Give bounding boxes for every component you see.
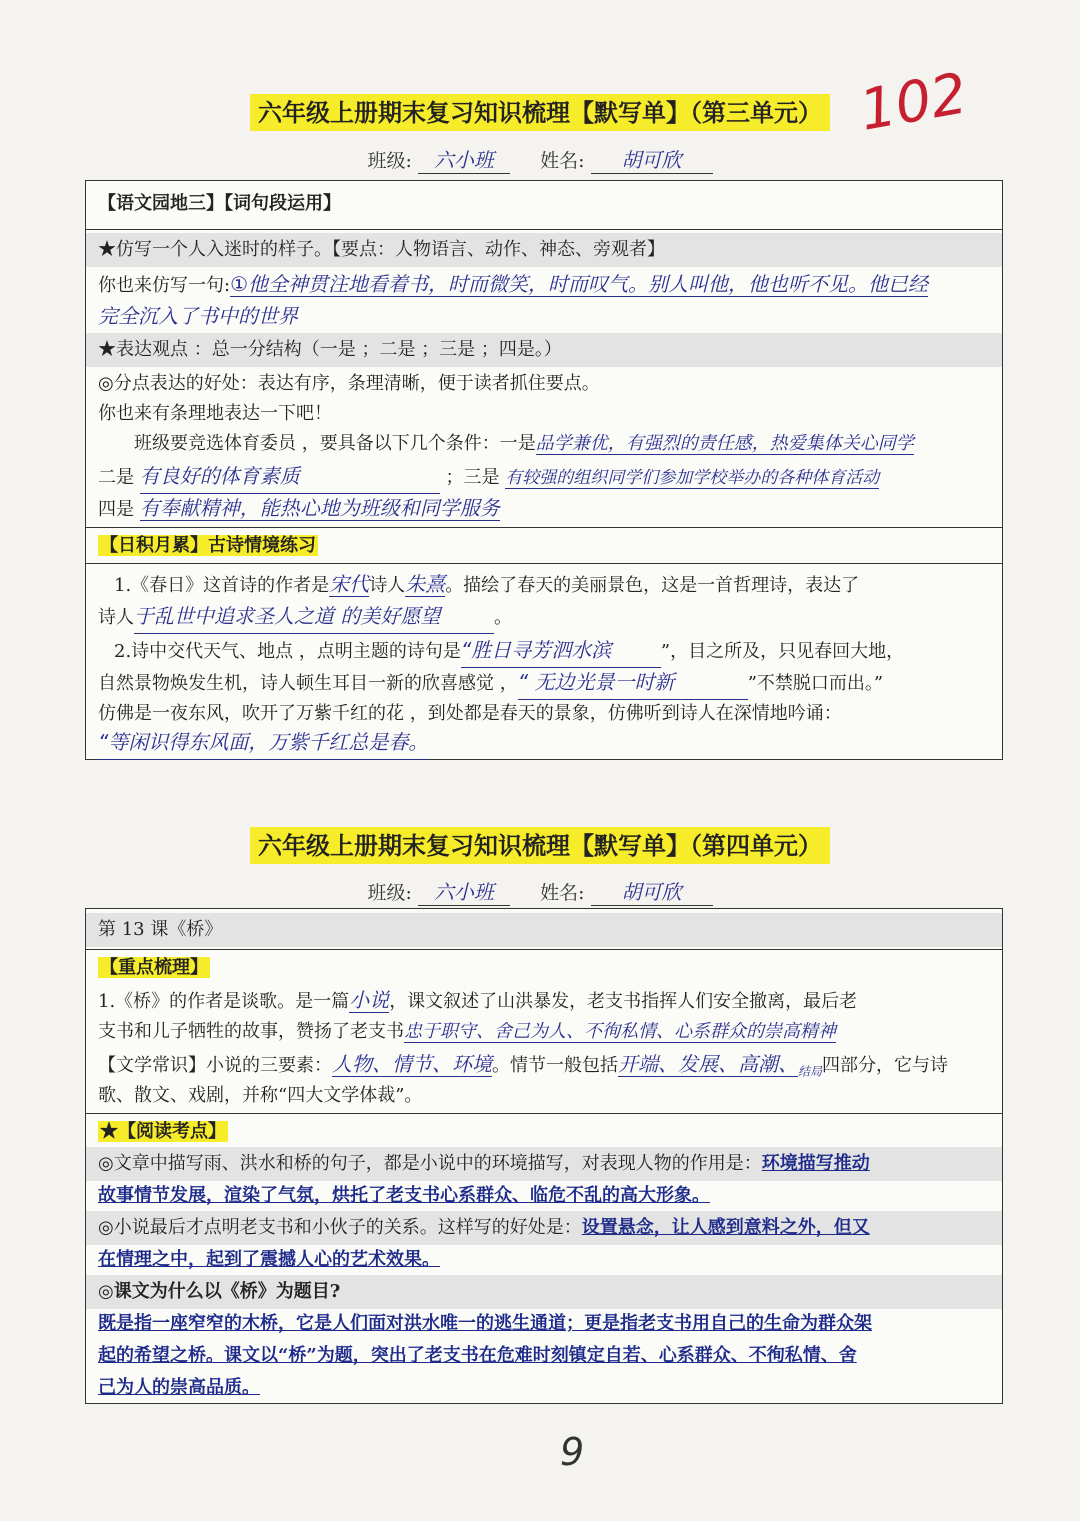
- q1-line2: [86, 299, 1002, 335]
- q2-line3: 四是 有奉献精神，能热心地为班级和同学服务: [98, 496, 500, 520]
- q2-benefit: ◎分点表达的好处：表达有序，条理清晰，便于读者抓住要点。: [98, 373, 600, 394]
- poem-q2-line2: 自然景物焕发生机，诗人顿生耳目一新的欣喜感觉 ，“ 无边光景一时新 ”不禁脱口而出。”: [86, 665, 1002, 701]
- q1-line: 你也来仿写一句:①他全神贯注地看着书，时而微笑，时而叹气。别人叫他，他也听不见。他已经: [98, 272, 929, 296]
- lesson-title: 第 13 课《桥》: [86, 913, 1002, 947]
- key-line3: 【文学常识】小说的三要素：人物、情节、环境。情节一般包括开端、发展、高潮、$_{结局}$四部分，它与诗: [98, 1052, 949, 1079]
- section-title: 【语文园地三】【词句段运用】: [98, 193, 341, 214]
- q2-prompt: ★表达观点 ：总一分结构（一是 ；二是 ；三是 ；四是。）: [86, 333, 1002, 367]
- poem-q2-answer: “等闲识得东风面，万紫千红总是春。: [86, 725, 1002, 761]
- page-number: 9: [560, 1430, 585, 1474]
- unit4-box: [85, 908, 1003, 1404]
- reading-q1-line2: 故事情节发展，渲染了气氛，烘托了老支书心系群众、临危不乱的高大形象。: [98, 1185, 710, 1206]
- q2-line2: 二是 有良好的体育素质 ；三是 有较强的组织同学们参加学校举办的各种体育活动: [86, 459, 1002, 495]
- key-line4: 歌、散文、戏剧，并称“四大文学体裁”。: [98, 1085, 423, 1106]
- reading-q3-ans1: 既是指一座窄窄的木桥，它是人们面对洪水唯一的逃生通道；更是指老支书用自己的生命为群众架: [98, 1313, 872, 1334]
- key-line1: 1.《桥》的作者是谈歌。是一篇小说，课文叙述了山洪暴发，老支书指挥人们安全撤离，最后老: [98, 988, 858, 1012]
- reading-heading: ★【阅读考点】: [100, 1121, 226, 1142]
- score-mark: 102: [855, 61, 972, 144]
- class-field-2: 六小班: [418, 876, 510, 906]
- key-line2: 支书和儿子牺牲的故事，赞扬了老支书忠于职守、舍己为人、不徇私情、心系群众的崇高精神: [98, 1021, 836, 1042]
- poem-q2: 2.诗中交代天气、地点 ，点明主题的诗句是“胜日寻芳泗水滨 ”，目之所及，只见春回大地，: [86, 633, 1002, 669]
- unit4-title: 六年级上册期末复习知识梳理【默写单】（第四单元）: [0, 826, 1080, 861]
- key-heading: 【重点梳理】: [100, 957, 208, 978]
- q2-line1: 班级要竞选体育委员 ，要具备以下几个条件：一是品学兼优，有强烈的责任感，热爱集体关心同学: [134, 433, 914, 454]
- poem-q2-line3: 仿佛是一夜东风，吹开了万紫千红的花 ，到处都是春天的景象，仿佛听到诗人在深情地吟诵：: [98, 703, 842, 724]
- reading-q3-ans2: 起的希望之桥。课文以“桥”为题，突出了老支书在危难时刻镇定自若、心系群众、不徇私情、舍: [98, 1345, 857, 1366]
- reading-q3: ◎课文为什么以《桥》为题目?: [86, 1275, 1002, 1309]
- section2-title: 【日积月累】古诗情境练习: [100, 535, 316, 556]
- unit3-box: [85, 180, 1003, 760]
- q2-task: 你也来有条理地表达一下吧！: [98, 403, 332, 424]
- reading-q3-ans3: 己为人的崇高品质。: [98, 1377, 260, 1398]
- poem-q1-line2: 诗人于乱世中追求圣人之道 的美好愿望 。: [86, 599, 1002, 635]
- reading-q2: ◎小说最后才点明老支书和小伙子的关系。这样写的好处是：设置悬念，让人感到意料之外，但又: [86, 1211, 1002, 1245]
- unit4-meta: 班级: 六小班 姓名: 胡可欣: [0, 876, 1080, 906]
- poem-q1: 1.《春日》这首诗的作者是宋代诗人朱熹。描绘了春天的美丽景色，这是一首哲理诗，表达了: [114, 572, 860, 596]
- reading-q2-line2: 在情理之中，起到了震撼人心的艺术效果。: [98, 1249, 440, 1270]
- name-field: 胡可欣: [591, 144, 713, 174]
- q1-answer: ①他全神贯注地看着书，时而微笑，时而叹气。别人叫他，他也听不见。他已经: [230, 272, 929, 296]
- class-field: 六小班: [418, 144, 510, 174]
- unit3-title: 六年级上册期末复习知识梳理【默写单】（第三单元）: [0, 93, 1080, 128]
- q1-answer-2: 完全沉入了书中的世界: [98, 299, 688, 334]
- q1-prompt: ★仿写一个人入迷时的样子。【要点：人物语言、动作、神态、旁观者】: [86, 233, 1002, 267]
- name-field-2: 胡可欣: [591, 876, 713, 906]
- unit3-meta: 班级: 六小班 姓名: 胡可欣: [0, 144, 1080, 174]
- reading-q1: ◎文章中描写雨、洪水和桥的句子，都是小说中的环境描写，对表现人物的作用是：环境描写推动: [86, 1147, 1002, 1181]
